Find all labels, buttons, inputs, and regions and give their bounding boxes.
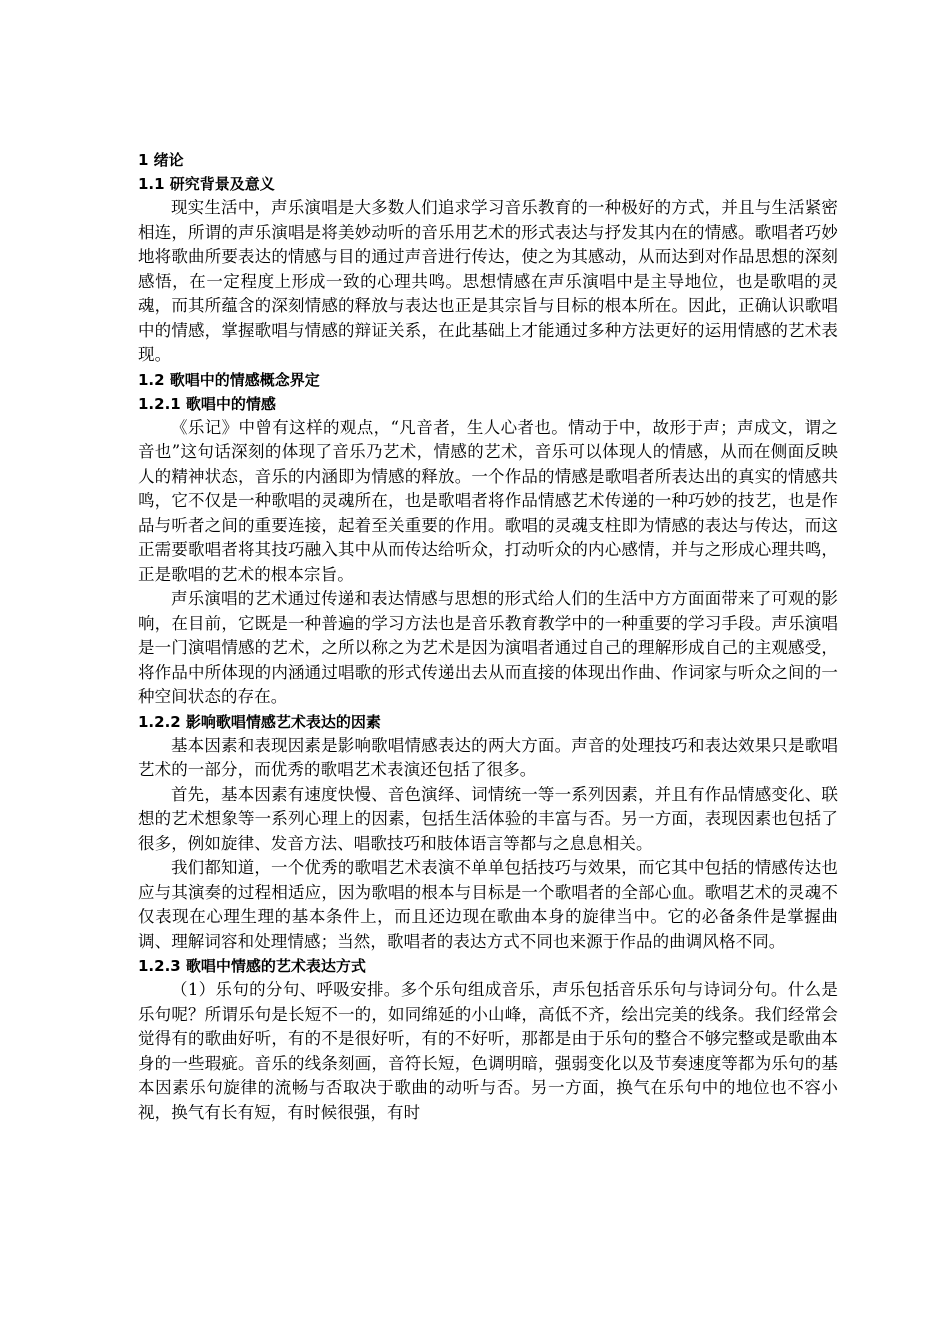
paragraph-1-2-2-1: 基本因素和表现因素是影响歌唱情感表达的两大方面。声音的处理技巧和表达效果只是歌唱艺术的一部分，而优秀的歌唱艺术表演还包括了很多。 xyxy=(138,735,838,779)
paragraph-1-2-3-1: （1）乐句的分句、呼吸安排。多个乐句组成音乐，声乐包括音乐乐句与诗词分句。什么是乐句呢？所谓乐句是长短不一的，如同绵延的小山峰，高低不齐，绘出完美的线条。我们经常会觉得有的歌曲好听，有的不是很好听，有的不好听，那都是由于乐句的整合不够完整或是歌曲本身的一些瑕疵。音乐的线条刻画，音符长短，色调明暗，强弱变化以及节奏速度等都为乐句的基本因素乐句旋律的流畅与否取决于歌曲的动听与否。另一方面，换气在乐句中的地位也不容小视，换气有长有短，有时候很强，有时 xyxy=(138,980,838,1122)
section-1-2-title: 1.2 歌唱中的情感概念界定 xyxy=(138,370,320,389)
paragraph-1-2-1-1: 《乐记》中曾有这样的观点，“凡音者，生人心者也。情动于中，故形于声；声成文，谓之音也”这句话深刻的体现了音乐乃艺术，情感的艺术，音乐可以体现人的情感，从而在侧面反映人的精神状态，音乐的内涵即为情感的释放。一个作品的情感是歌唱者所表达出的真实的情感共鸣，它不仅是一种歌唱的灵魂所在，也是歌唱者将作品情感艺术传递的一种巧妙的技艺，也是作品与听者之间的重要连接，起着至关重要的作用。歌唱的灵魂支柱即为情感的表达与传达，而这正需要歌唱者将其技巧融入其中从而传达给听众，打动听众的内心感情，并与之形成心理共鸣，正是歌唱的艺术的根本宗旨。 xyxy=(138,417,838,584)
paragraph-1-2-2-2: 首先，基本因素有速度快慢、音色演绎、词情统一等一系列因素，并且有作品情感变化、联想的艺术想象等一系列心理上的因素，包括生活体验的丰富与否。另一方面，表现因素也包括了很多，例如旋律、发音方法、唱歌技巧和肢体语言等都与之息息相关。 xyxy=(138,784,838,853)
section-1-2-3-title: 1.2.3 歌唱中情感的艺术表达方式 xyxy=(138,957,366,975)
document-page xyxy=(138,148,838,1125)
section-1-2-1-title: 1.2.1 歌唱中的情感 xyxy=(138,394,276,413)
section-1-1-title: 1.1 研究背景及意义 xyxy=(138,175,275,193)
section-1-title: 1 绪论 xyxy=(138,151,184,169)
paragraph-1-1-1: 现实生活中，声乐演唱是大多数人们追求学习音乐教育的一种极好的方式，并且与生活紧密相连，所谓的声乐演唱是将美妙动听的音乐用艺术的形式表达与抒发其内在的情感。歌唱者巧妙地将歌曲所要表达的情感与目的通过声音进行传达，使之为其感动，从而达到对作品思想的深刻感悟，在一定程度上形成一致的心理共鸣。思想情感在声乐演唱中是主导地位，也是歌唱的灵魂，而其所蕴含的深刻情感的释放与表达也正是其宗旨与目标的根本所在。因此，正确认识歌唱中的情感，掌握歌唱与情感的辩证关系，在此基础上才能通过多种方法更好的运用情感的艺术表现。 xyxy=(138,198,838,364)
paragraph-1-2-1-2: 声乐演唱的艺术通过传递和表达情感与思想的形式给人们的生活中方方面面带来了可观的影响，在目前，它既是一种普遍的学习方法也是音乐教育教学中的一种重要的学习手段。声乐演唱是一门演唱情感的艺术，之所以称之为艺术是因为演唱者通过自己的理解形成自己的主观感受，将作品中所体现的内涵通过唱歌的形式传递出去从而直接的体现出作曲、作词家与听众之间的一种空间状态的存在。 xyxy=(138,589,838,706)
paragraph-1-2-2-3: 我们都知道，一个优秀的歌唱艺术表演不单单包括技巧与效果，而它其中包括的情感传达也应与其演奏的过程相适应，因为歌唱的根本与目标是一个歌唱者的全部心血。歌唱艺术的灵魂不仅表现在心理生理的基本条件上，而且还边现在歌曲本身的旋律当中。它的必备条件是掌握曲调、理解词容和处理情感；当然，歌唱者的表达方式不同也来源于作品的曲调风格不同。 xyxy=(138,858,838,951)
section-1-2-2-title: 1.2.2 影响歌唱情感艺术表达的因素 xyxy=(138,712,381,731)
